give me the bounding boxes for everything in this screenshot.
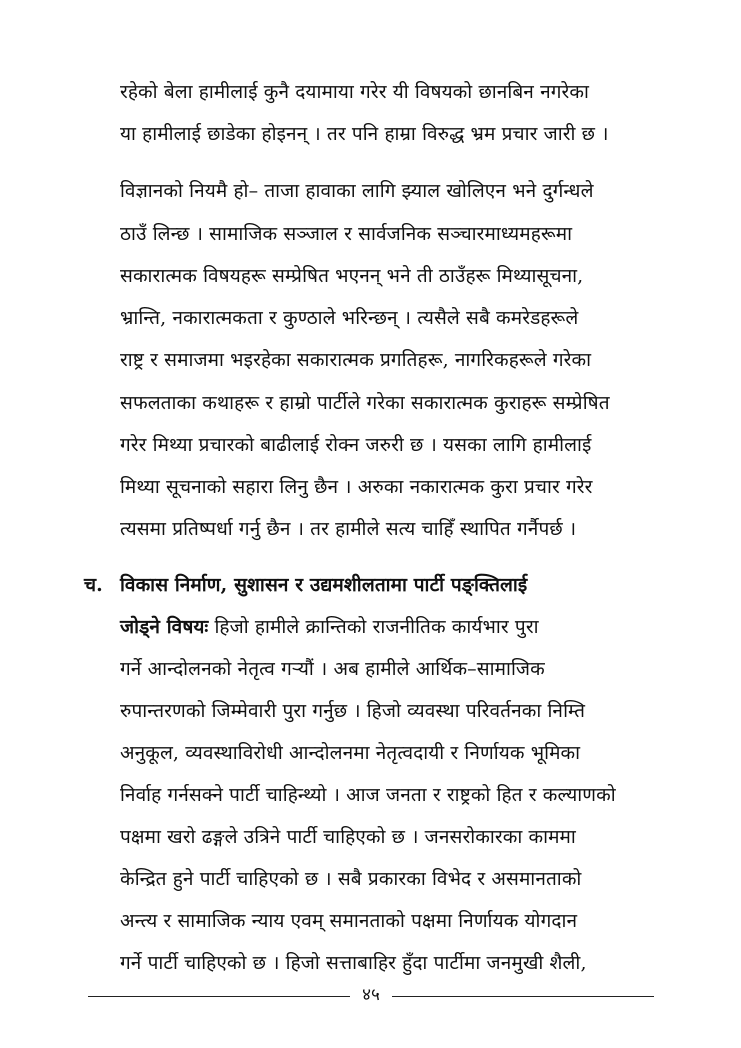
section-line: अन्त्य र सामाजिक न्याय एवम् समानताको पक्षमा निर्णायक योगदान (120, 910, 578, 932)
paragraph-line: त्यसमा प्रतिष्पर्धा गर्नु छैन । तर हामीले सत्य चाहिँ स्थापित गर्नैपर्छ । (120, 518, 577, 540)
section-marker: च. (84, 574, 103, 596)
paragraph-line: गरेर मिथ्या प्रचारको बाढीलाई रोक्न जरुरी छ । यसका लागि हामीलाई (120, 434, 592, 456)
section-heading (84, 572, 527, 598)
section-heading-text: जोड्ने विषयः (120, 616, 209, 638)
footer-rule-right (392, 996, 654, 997)
paragraph-line: रहेको बेला हामीलाई कुनै दयामाया गरेर यी विषयको छानबिन नगरेका (120, 81, 590, 103)
footer-rule-left (88, 996, 350, 997)
paragraph-line: सफलताका कथाहरू र हाम्रो पार्टीले गरेका सकारात्मक कुराहरू सम्प्रेषित (120, 392, 610, 414)
paragraph-line: भ्रान्ति, नकारात्मकता र कुण्ठाले भरिन्छन् । त्यसैले सबै कमरेडहरूले (120, 307, 579, 329)
paragraph-line: विज्ञानको नियमै हो– ताजा हावाका लागि झ्याल खोलिएन भने दुर्गन्धले (120, 180, 594, 202)
section-line: अनुकूल, व्यवस्थाविरोधी आन्दोलनमा नेतृत्वदायी र निर्णायक भूमिका (120, 742, 581, 764)
page-number: ४५ (362, 985, 380, 1005)
section-heading-text: विकास निर्माण, सुशासन र उद्यमशीलतामा पार्टी पङ्क्तिलाई (120, 574, 528, 596)
section-line: गर्ने आन्दोलनको नेतृत्व गर्‍यौं । अब हामीले आर्थिक–सामाजिक (120, 658, 545, 680)
paragraph-line: या हामीलाई छाडेका होइनन् । तर पनि हाम्रा विरुद्ध भ्रम प्रचार जारी छ । (120, 123, 609, 145)
section-heading-continuation (120, 614, 539, 640)
paragraph-line: मिथ्या सूचनाको सहारा लिनु छैन । अरुका नकारात्मक कुरा प्रचार गरेर (120, 476, 593, 498)
section-line: रुपान्तरणको जिम्मेवारी पुरा गर्नुछ । हिजो व्यवस्था परिवर्तनका निम्ति (120, 700, 586, 722)
section-line: निर्वाह गर्नसक्ने पार्टी चाहिन्थ्यो । आज जनता र राष्ट्रको हित र कल्याणको (120, 784, 616, 806)
section-line: पक्षमा खरो ढङ्गले उत्रिने पार्टी चाहिएको छ । जनसरोकारका काममा (120, 826, 576, 848)
section-line: केन्द्रित हुने पार्टी चाहिएको छ । सबै प्रकारका विभेद र असमानताको (120, 868, 582, 890)
section-body-text: हिजो हामीले क्रान्तिको राजनीतिक कार्यभार पुरा (208, 616, 539, 638)
paragraph-line: ठाउँ लिन्छ । सामाजिक सञ्जाल र सार्वजनिक सञ्चारमाध्यमहरूमा (120, 223, 573, 245)
paragraph-line: राष्ट्र र समाजमा भइरहेका सकारात्मक प्रगतिहरू, नागरिकहरूले गरेका (120, 349, 592, 371)
paragraph-line: सकारात्मक विषयहरू सम्प्रेषित भएनन् भने ती ठाउँहरू मिथ्यासूचना, (120, 265, 584, 287)
section-line: गर्ने पार्टी चाहिएको छ । हिजो सत्ताबाहिर हुँदा पार्टीमा जनमुखी शैली, (120, 952, 587, 974)
